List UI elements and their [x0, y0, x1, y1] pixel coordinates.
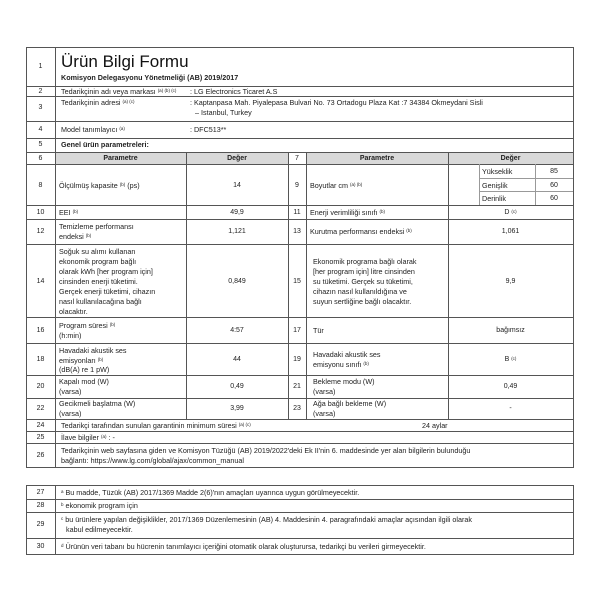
footnote-c-l2: kabul edilmeyecektir. — [66, 525, 133, 534]
row-number: 25 — [36, 434, 45, 441]
row-number: 11 — [293, 209, 301, 216]
drying-index-value: 1,061 — [501, 228, 520, 235]
energy-consumption-label-l6: nasıl kullanılacağına bağlı — [59, 297, 142, 306]
dim-height-value: 85 — [550, 168, 558, 175]
row-number: 12 — [36, 228, 45, 235]
param-header-right: Parametre — [359, 155, 395, 162]
general-params-heading: Genel ürün parametreleri: — [61, 140, 149, 149]
row-number: 8 — [38, 182, 43, 189]
noise-emission-label-l2: emisyonları $^{(b)}$ — [59, 356, 104, 365]
footnote-number: 29 — [36, 521, 45, 528]
dim-depth-value: 60 — [550, 195, 558, 202]
energy-consumption-label-l4: cinsinden enerji tüketimi. — [59, 277, 138, 286]
supplier-address-value-line1: : Kaptanpasa Mah. Piyalepasa Bulvari No. 73 Ortadogu Plaza Kat :7 34384 Okmeydani Sisli — [190, 98, 483, 107]
eei-label: EEI $^{(b)}$ — [59, 208, 79, 217]
water-consumption-value: 9,9 — [505, 278, 516, 285]
program-duration-label-l1: Program süresi $^{(b)}$ — [59, 321, 116, 330]
row-number: 3 — [38, 104, 43, 111]
row-number: 6 — [38, 155, 43, 162]
noise-emission-label-l1: Havadaki akustik ses — [59, 346, 127, 355]
water-consumption-label-l5: suyun sertliğine bağlı olacaktır. — [313, 297, 412, 306]
dimensions-label: Boyutlar cm $^{(a) (b)}$ — [310, 181, 363, 190]
drying-index-label: Kurutma performansı endeksi $^{(b)}$ — [310, 227, 412, 236]
noise-emission-label-l3: (dB(A) re 1 pW) — [59, 365, 110, 374]
energy-consumption-label-l1: Soğuk su alımı kullanan — [59, 247, 136, 256]
energy-consumption-label-l7: olacaktır. — [59, 307, 88, 316]
energy-consumption-value: 0,849 — [228, 278, 246, 285]
energy-class-value: D $^{(c)}$ — [504, 209, 517, 216]
dim-width-value: 60 — [550, 182, 558, 189]
delay-start-value: 3,99 — [230, 405, 244, 412]
footnote-d: $^d$ Ürünün veri tabanı bu hücrenin tanımlayıcı içeriğini otomatik olarak oluşturursa, tedarikçi bu verileri girmeyecektir. — [61, 542, 426, 551]
type-value: bağımsız — [496, 327, 525, 334]
noise-class-value: B $^{(c)}$ — [504, 356, 517, 363]
additional-info-label: İlave bilgiler $^{(a)}$ : - — [61, 433, 115, 442]
noise-emission-value: 44 — [233, 356, 241, 363]
row-number: 13 — [293, 228, 301, 235]
eei-value: 49,9 — [230, 209, 244, 216]
energy-consumption-label-l3: olarak kWh [her program için] — [59, 267, 153, 276]
row-number: 1 — [38, 63, 43, 70]
supplier-address-label: Tedarikçinin adresi $^{(a) (c)}$ — [61, 98, 135, 107]
footnote-number: 27 — [36, 489, 45, 496]
form-subtitle: Komisyon Delegasyonu Yönetmeliği (AB) 2019/2017 — [61, 73, 239, 82]
rated-capacity-label: Ölçülmüş kapasite $^{(b)}$ (ps) — [59, 181, 140, 190]
delay-start-label-l1: Gecikmeli başlatma (W) — [59, 399, 136, 408]
warranty-value: 24 aylar — [422, 421, 448, 430]
standby-mode-value: 0,49 — [503, 383, 518, 390]
value-header-right: Değer — [500, 155, 521, 162]
row-number: 4 — [38, 126, 43, 133]
row-number: 7 — [295, 155, 299, 162]
row-number: 19 — [293, 356, 301, 363]
off-mode-value: 0,49 — [230, 383, 244, 390]
row-number: 21 — [293, 383, 301, 390]
water-consumption-label-l3: su tüketimi. Gerçek su tüketimi, — [313, 277, 413, 286]
row-number: 22 — [36, 405, 45, 412]
model-identifier-value: : DFC513** — [190, 125, 227, 134]
off-mode-label-l1: Kapalı mod (W) — [59, 377, 109, 386]
warranty-label: Tedarikçi tarafından sunulan garantinin minimum süresi $^{(a) (c)}$ — [61, 421, 251, 430]
dim-width-label: Genişlik — [482, 181, 508, 190]
param-header-left: Parametre — [103, 155, 138, 162]
program-duration-label-l2: (h:min) — [59, 331, 82, 340]
energy-consumption-label-l5: Gerçek enerji tüketimi, cihazın — [59, 287, 156, 296]
row-number: 16 — [36, 327, 45, 334]
supplier-address-value-line2: – Istanbul, Turkey — [195, 108, 252, 117]
supplier-name-value: : LG Electronics Ticaret A.S — [190, 87, 278, 96]
type-label: Tür — [313, 326, 324, 335]
water-consumption-label-l1: Ekonomik programa bağlı olarak — [313, 257, 417, 266]
networked-standby-label-l1: Ağa bağlı bekleme (W) — [313, 399, 387, 408]
form-title: Ürün Bilgi Formu — [61, 52, 189, 71]
rated-capacity-value: 14 — [233, 182, 241, 189]
row-number: 9 — [295, 182, 299, 189]
row-number: 10 — [36, 209, 45, 216]
value-header-left: Değer — [227, 155, 247, 162]
model-identifier-label: Model tanımlayıcı $^{(a)}$ — [61, 125, 125, 134]
dim-depth-label: Derinlik — [482, 194, 506, 203]
water-consumption-label-l2: [her program için] litre cinsinden — [313, 267, 415, 276]
off-mode-label-l2: (varsa) — [59, 387, 82, 396]
footnote-number: 28 — [36, 502, 45, 509]
weblink-text-l2[interactable]: bağlantı: https://www.lg.com/global/ajax/common_manual — [61, 456, 244, 465]
cleaning-index-value: 1,121 — [228, 228, 246, 235]
dim-height-label: Yükseklik — [482, 167, 513, 176]
row-number: 2 — [38, 88, 43, 95]
row-number: 20 — [36, 383, 45, 390]
weblink-text-l1: Tedarikçinin web sayfasına giden ve Komisyon Tüzüğü (AB) 2019/2022'deki Ek II'nin 6. maddesinde yer alan bilgilerin bulunduğu — [61, 446, 471, 455]
networked-standby-label-l2: (varsa) — [313, 409, 336, 418]
footnote-b: $^b$ ekonomik program için — [61, 501, 138, 510]
row-number: 5 — [38, 141, 43, 148]
energy-class-label: Enerji verimliliği sınıfı $^{(b)}$ — [310, 208, 385, 217]
row-number: 18 — [36, 356, 45, 363]
row-number: 14 — [36, 278, 45, 285]
cleaning-index-label-l1: Temizleme performansı — [59, 222, 134, 231]
noise-class-label-l2: emisyonu sınıfı $^{(b)}$ — [313, 360, 369, 369]
footnote-a: $^a$ Bu madde, Tüzük (AB) 2017/1369 Madde 2(6)'nın amaçları uyarınca uygun görülmeyecektir. — [61, 488, 360, 497]
row-number: 23 — [293, 405, 301, 412]
energy-consumption-label-l2: ekonomik program bağlı — [59, 257, 137, 266]
row-number: 17 — [293, 327, 301, 334]
standby-mode-label-l2: (varsa) — [313, 387, 336, 396]
delay-start-label-l2: (varsa) — [59, 409, 82, 418]
row-number: 24 — [36, 422, 45, 429]
footnote-number: 30 — [36, 543, 45, 550]
row-number: 26 — [36, 452, 45, 459]
row-number: 15 — [293, 278, 301, 285]
program-duration-value: 4:57 — [230, 327, 244, 334]
supplier-name-label: Tedarikçinin adı veya markası $^{(a) (b) (c)}$ — [61, 87, 177, 96]
standby-mode-label-l1: Bekleme modu (W) — [313, 377, 375, 386]
water-consumption-label-l4: cihazın nasıl kullanıldığına ve — [313, 287, 407, 296]
footnote-c-l1: $^c$ bu ürünlere yapılan değişiklikler, 2017/1369 Düzenlemesinin (AB) 4. Maddesinin 4. paragrafındaki amaçlar açısından ilgili olarak — [61, 515, 472, 524]
noise-class-label-l1: Havadaki akustik ses — [313, 350, 381, 359]
networked-standby-value: - — [509, 405, 512, 412]
cleaning-index-label-l2: endeksi $^{(b)}$ — [59, 232, 92, 241]
